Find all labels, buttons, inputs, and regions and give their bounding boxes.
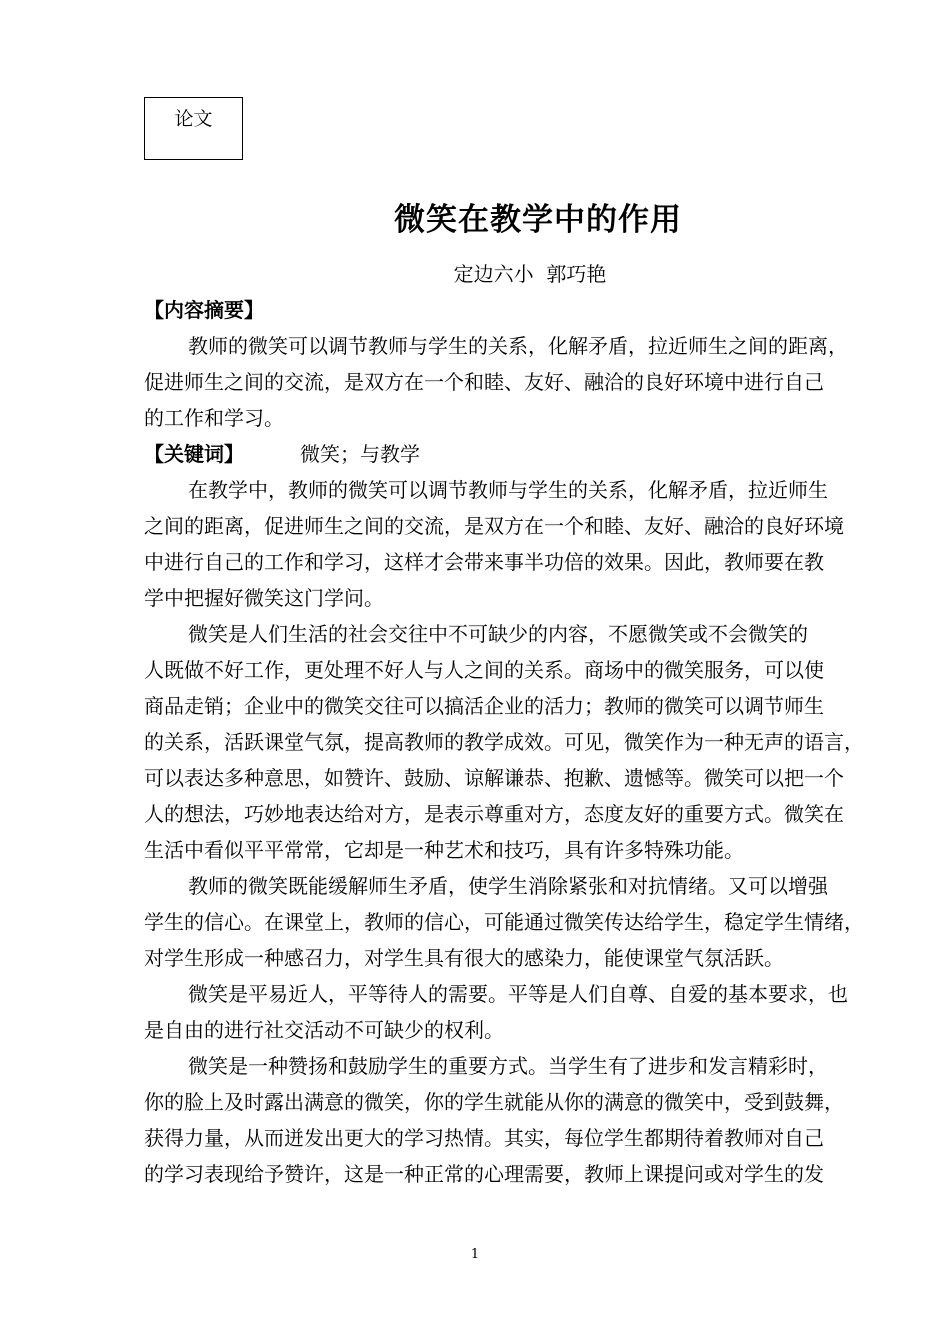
keywords-text: 微笑；与教学 — [300, 442, 420, 466]
paragraph — [144, 868, 904, 976]
paragraph — [144, 616, 904, 868]
paragraph-line: 可以表达多种意思，如赞许、鼓励、谅解谦恭、抱歉、遗憾等。微笑可以把一个 — [144, 766, 844, 790]
paragraph-line: 的关系，活跃课堂气氛，提高教师的教学成效。可见，微笑作为一种无声的语言， — [144, 730, 864, 754]
paragraph-line: 对学生形成一种感召力，对学生具有很大的感染力，能使课堂气氛活跃。 — [144, 946, 784, 970]
paragraph-line: 是自由的进行社交活动不可缺少的权利。 — [144, 1018, 504, 1042]
abstract-line: 教师的微笑可以调节教师与学生的关系，化解矛盾，拉近师生之间的距离， — [188, 334, 848, 358]
document-title: 微笑在教学中的作用 — [394, 202, 682, 238]
paragraph-line: 之间的距离，促进师生之间的交流，是双方在一个和睦、友好、融洽的良好环境 — [144, 514, 844, 538]
paragraph-line: 商品走销；企业中的微笑交往可以搞活企业的活力；教师的微笑可以调节师生 — [144, 694, 824, 718]
paragraph-line: 获得力量，从而迸发出更大的学习热情。其实，每位学生都期待着教师对自己 — [144, 1126, 824, 1150]
paragraph-line: 微笑是平易近人，平等待人的需要。平等是人们自尊、自爱的基本要求，也 — [188, 982, 848, 1006]
keywords-heading: 【关键词】 — [144, 442, 244, 466]
paragraph-line: 学生的信心。在课堂上，教师的信心，可能通过微笑传达给学生，稳定学生情绪， — [144, 910, 864, 934]
paragraph-line: 学中把握好微笑这门学问。 — [144, 586, 384, 610]
paragraph-line: 你的脸上及时露出满意的微笑，你的学生就能从你的满意的微笑中，受到鼓舞， — [144, 1090, 844, 1114]
abstract-line: 的工作和学习。 — [144, 406, 284, 430]
paragraph-line: 的学习表现给予赞许，这是一种正常的心理需要，教师上课提问或对学生的发 — [144, 1162, 824, 1186]
paper-tag-box: 论文 — [144, 97, 243, 160]
paragraph-line: 中进行自己的工作和学习，这样才会带来事半功倍的效果。因此，教师要在教 — [144, 550, 824, 574]
page-number: 1 — [470, 1247, 480, 1262]
author-line: 定边六小 郭巧艳 — [453, 262, 607, 286]
abstract-line: 促进师生之间的交流，是双方在一个和睦、友好、融洽的良好环境中进行自己 — [144, 370, 824, 394]
document-body — [144, 292, 904, 1192]
paragraph — [144, 1048, 904, 1192]
paragraph-line: 微笑是人们生活的社会交往中不可缺少的内容，不愿微笑或不会微笑的 — [188, 622, 808, 646]
abstract-heading: 【内容摘要】 — [144, 298, 264, 322]
keywords-row — [144, 436, 904, 472]
paragraph — [144, 472, 904, 616]
paragraph — [144, 976, 904, 1048]
paragraph-line: 生活中看似平平常常，它却是一种艺术和技巧，具有许多特殊功能。 — [144, 838, 744, 862]
paragraph-line: 教师的微笑既能缓解师生矛盾，使学生消除紧张和对抗情绪。又可以增强 — [188, 874, 828, 898]
paragraph-line: 在教学中，教师的微笑可以调节教师与学生的关系，化解矛盾，拉近师生 — [188, 478, 828, 502]
paragraph-line: 微笑是一种赞扬和鼓励学生的重要方式。当学生有了进步和发言精彩时， — [188, 1054, 828, 1078]
paragraph-line: 人既做不好工作，更处理不好人与人之间的关系。商场中的微笑服务，可以使 — [144, 658, 824, 682]
paragraph-line: 人的想法，巧妙地表达给对方，是表示尊重对方，态度友好的重要方式。微笑在 — [144, 802, 844, 826]
